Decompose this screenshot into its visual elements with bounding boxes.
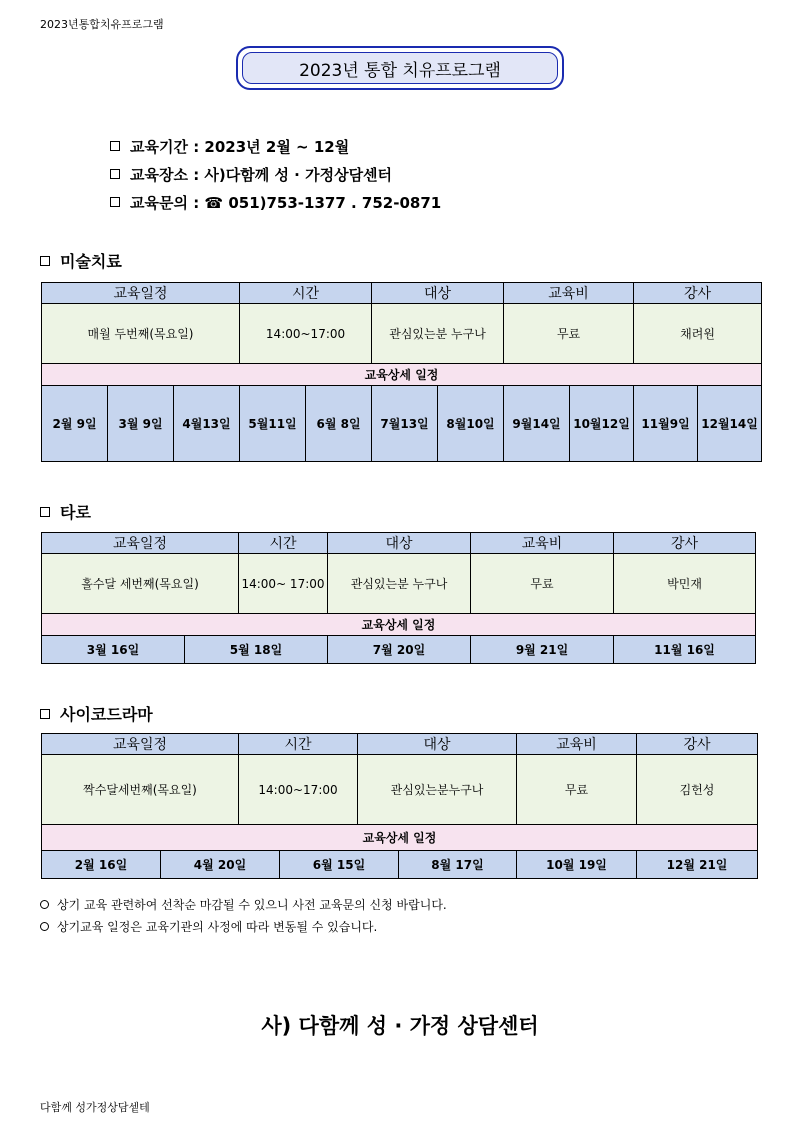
date-cell: 10월 19일	[517, 851, 637, 879]
info-label: 교육장소	[130, 166, 188, 184]
checkbox-square-icon	[40, 256, 50, 266]
value-cell: 채려원	[634, 304, 762, 364]
notes	[40, 894, 447, 938]
header-cell: 시간	[240, 283, 372, 304]
circle-bullet-icon	[40, 922, 49, 931]
value-cell: 무료	[517, 755, 637, 825]
header-cell: 교육일정	[42, 283, 240, 304]
info-label: 교육문의	[130, 194, 188, 212]
info-location: 교육장소 : 사)다함께 성 · 가정상담센터	[110, 164, 392, 185]
value-cell: 매월 두번째(목요일)	[42, 304, 240, 364]
header-note: 2023년통합치유프로그램	[40, 18, 164, 31]
header-cell: 교육일정	[42, 533, 239, 554]
checkbox-square-icon	[110, 169, 120, 179]
info-value: 사)다함께 성 · 가정상담센터	[204, 166, 393, 184]
checkbox-square-icon	[110, 141, 120, 151]
header-cell: 대상	[372, 283, 504, 304]
date-cell: 5월 18일	[185, 636, 328, 664]
date-cell: 8월 17일	[399, 851, 517, 879]
date-cell: 9월 21일	[471, 636, 614, 664]
header-cell: 강사	[637, 734, 758, 755]
info-value: ☎ 051)753-1377 . 752-0871	[204, 194, 442, 212]
date-cell: 7월13일	[372, 386, 438, 462]
value-cell: 김헌성	[637, 755, 758, 825]
schedule-table-psychodrama	[41, 733, 758, 879]
value-cell: 14:00~17:00	[239, 755, 358, 825]
date-cell: 2월 9일	[42, 386, 108, 462]
header-cell: 강사	[634, 283, 762, 304]
info-contact: 교육문의 : ☎ 051)753-1377 . 752-0871	[110, 192, 441, 213]
date-cell: 6월 8일	[306, 386, 372, 462]
schedule-table-tarot	[41, 532, 756, 664]
value-cell: 14:00~ 17:00	[239, 554, 328, 614]
info-period: 교육기간 : 2023년 2월 ~ 12월	[110, 136, 349, 157]
section-title-psychodrama: 사이코드라마	[40, 702, 153, 725]
value-cell: 무료	[471, 554, 614, 614]
organization-name: 사) 다함께 성 · 가정 상담센터	[261, 1014, 539, 1038]
date-cell: 6월 15일	[280, 851, 399, 879]
header-cell: 교육비	[517, 734, 637, 755]
value-cell: 관심있는분누구나	[358, 755, 517, 825]
checkbox-square-icon	[40, 709, 50, 719]
date-cell: 3월 16일	[42, 636, 185, 664]
checkbox-square-icon	[110, 197, 120, 207]
value-cell: 관심있는분 누구나	[328, 554, 471, 614]
value-cell: 관심있는분 누구나	[372, 304, 504, 364]
value-cell: 홀수달 세번째(목요일)	[42, 554, 239, 614]
value-cell: 무료	[504, 304, 634, 364]
schedule-table-art-therapy	[41, 282, 762, 462]
header-cell: 교육비	[471, 533, 614, 554]
date-cell: 12월 21일	[637, 851, 758, 879]
date-cell: 11월9일	[634, 386, 698, 462]
section-title-art-therapy: 미술치료	[40, 249, 122, 272]
value-cell: 짝수달세번째(목요일)	[42, 755, 239, 825]
header-cell: 교육일정	[42, 734, 239, 755]
date-cell: 10월12일	[570, 386, 634, 462]
header-cell: 대상	[358, 734, 517, 755]
date-cell: 4월13일	[174, 386, 240, 462]
info-label: 교육기간	[130, 138, 188, 156]
note-item: 상기교육 일정은 교육기관의 사정에 따라 변동될 수 있습니다.	[40, 916, 447, 938]
header-cell: 시간	[239, 533, 328, 554]
value-cell: 박민재	[614, 554, 756, 614]
page-title: 2023년 통합 치유프로그램	[242, 52, 558, 84]
section-title-tarot: 타로	[40, 500, 91, 523]
date-cell: 3월 9일	[108, 386, 174, 462]
note-item: 상기 교육 관련하여 선착순 마감될 수 있으니 사전 교육문의 신청 바랍니다.	[40, 894, 447, 916]
date-cell: 2월 16일	[42, 851, 161, 879]
header-cell: 대상	[328, 533, 471, 554]
date-cell: 9월14일	[504, 386, 570, 462]
checkbox-square-icon	[40, 507, 50, 517]
date-cell: 7월 20일	[328, 636, 471, 664]
header-cell: 교육비	[504, 283, 634, 304]
date-cell: 8월10일	[438, 386, 504, 462]
date-cell: 5월11일	[240, 386, 306, 462]
date-cell: 4월 20일	[161, 851, 280, 879]
date-cell: 11월 16일	[614, 636, 756, 664]
circle-bullet-icon	[40, 900, 49, 909]
detail-label: 교육상세 일정	[42, 614, 756, 636]
value-cell: 14:00~17:00	[240, 304, 372, 364]
info-value: 2023년 2월 ~ 12월	[204, 138, 350, 156]
header-cell: 시간	[239, 734, 358, 755]
detail-label: 교육상세 일정	[42, 364, 762, 386]
footer-note: 다함께 성가정상담셑테	[40, 1101, 150, 1114]
date-cell: 12월14일	[698, 386, 762, 462]
detail-label: 교육상세 일정	[42, 825, 758, 851]
header-cell: 강사	[614, 533, 756, 554]
title-box	[236, 46, 564, 90]
